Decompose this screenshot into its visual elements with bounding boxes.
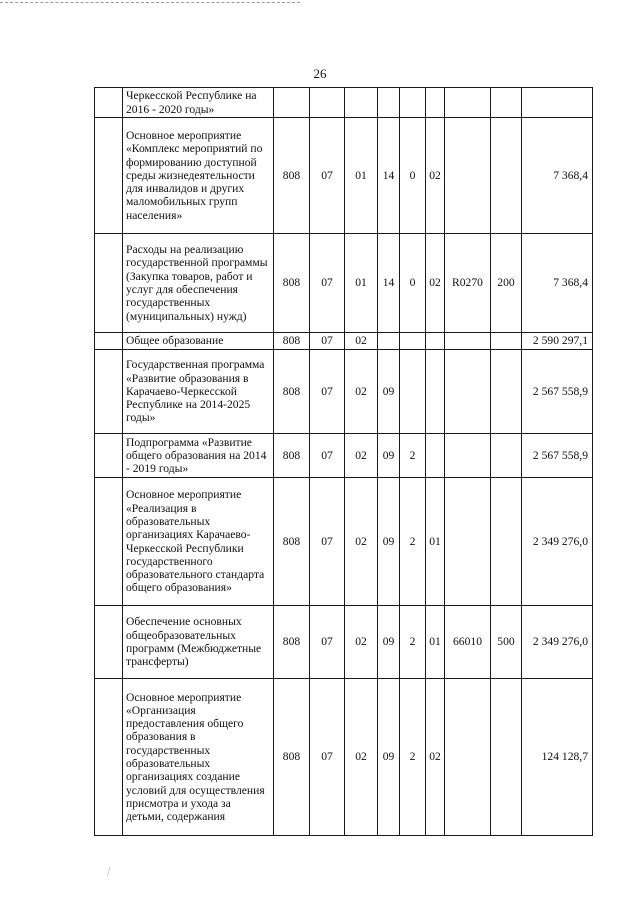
- expense-name: Черкесской Республике на 2016 - 2020 годы»: [123, 88, 274, 118]
- expense-type-code: [491, 88, 522, 118]
- program-code: 09: [378, 478, 400, 606]
- page-number: 26: [313, 66, 327, 81]
- subsection-code: 02: [345, 478, 378, 606]
- amount: 2 590 297,1: [522, 333, 593, 350]
- section-code: [310, 88, 345, 118]
- subsection-code: 02: [345, 350, 378, 434]
- section-code: 07: [310, 350, 345, 434]
- ministry-code: 808: [274, 333, 310, 350]
- budget-table: [94, 87, 593, 836]
- row-marker-cell: [95, 679, 123, 836]
- expense-type-code: 200: [491, 234, 522, 333]
- event-code: [426, 88, 445, 118]
- program-code: 09: [378, 606, 400, 679]
- event-code: 02: [426, 679, 445, 836]
- direction-code: [445, 333, 491, 350]
- scan-top-line: [0, 2, 300, 4]
- event-code: [426, 434, 445, 478]
- expense-type-code: [491, 679, 522, 836]
- amount: 7 368,4: [522, 118, 593, 234]
- row-marker-cell: [95, 234, 123, 333]
- subsection-code: 02: [345, 606, 378, 679]
- event-code: 01: [426, 606, 445, 679]
- direction-code: R0270: [445, 234, 491, 333]
- amount: 2 567 558,9: [522, 350, 593, 434]
- row-marker-cell: [95, 118, 123, 234]
- subsection-code: 02: [345, 434, 378, 478]
- amount: 2 349 276,0: [522, 606, 593, 679]
- subprogram-code: 2: [400, 606, 426, 679]
- expense-name: Основное мероприятие «Комплекс мероприятий по формированию доступной среды жизнедеятельности для инвалидов и других маломобильных групп населения»: [123, 118, 274, 234]
- event-code: [426, 333, 445, 350]
- subsection-code: 02: [345, 333, 378, 350]
- subprogram-code: 0: [400, 234, 426, 333]
- ministry-code: 808: [274, 679, 310, 836]
- direction-code: 66010: [445, 606, 491, 679]
- program-code: 09: [378, 350, 400, 434]
- expense-name: Подпрограмма «Развитие общего образования на 2014 - 2019 годы»: [123, 434, 274, 478]
- program-code: 09: [378, 434, 400, 478]
- subprogram-code: [400, 350, 426, 434]
- table-row: [95, 679, 593, 836]
- section-code: 07: [310, 234, 345, 333]
- amount: [522, 88, 593, 118]
- direction-code: [445, 88, 491, 118]
- expense-type-code: [491, 118, 522, 234]
- subprogram-code: 2: [400, 478, 426, 606]
- row-marker-cell: [95, 606, 123, 679]
- event-code: 01: [426, 478, 445, 606]
- expense-type-code: 500: [491, 606, 522, 679]
- ministry-code: [274, 88, 310, 118]
- direction-code: [445, 679, 491, 836]
- subsection-code: 02: [345, 679, 378, 836]
- direction-code: [445, 350, 491, 434]
- subsection-code: [345, 88, 378, 118]
- expense-name: Общее образование: [123, 333, 274, 350]
- table-row: [95, 333, 593, 350]
- program-code: 14: [378, 118, 400, 234]
- program-code: 09: [378, 679, 400, 836]
- ministry-code: 808: [274, 350, 310, 434]
- ministry-code: 808: [274, 434, 310, 478]
- section-code: 07: [310, 333, 345, 350]
- expense-type-code: [491, 478, 522, 606]
- table-row: [95, 478, 593, 606]
- scan-smudge: ⁄: [106, 866, 112, 878]
- row-marker-cell: [95, 434, 123, 478]
- event-code: [426, 350, 445, 434]
- ministry-code: 808: [274, 478, 310, 606]
- ministry-code: 808: [274, 234, 310, 333]
- subprogram-code: 2: [400, 434, 426, 478]
- subsection-code: 01: [345, 118, 378, 234]
- program-code: [378, 333, 400, 350]
- row-marker-cell: [95, 88, 123, 118]
- row-marker-cell: [95, 350, 123, 434]
- table-row: [95, 118, 593, 234]
- section-code: 07: [310, 478, 345, 606]
- expense-name: Расходы на реализацию государственной программы (Закупка товаров, работ и услуг для обеспечения государственных (муниципальных) нужд): [123, 234, 274, 333]
- subprogram-code: 0: [400, 118, 426, 234]
- expense-name: Основное мероприятие «Организация предоставления общего образования в государственных образовательных организациях создание условий для осуществления присмотра и ухода за детьми, содержания: [123, 679, 274, 836]
- expense-type-code: [491, 434, 522, 478]
- row-marker-cell: [95, 333, 123, 350]
- table-row: [95, 88, 593, 118]
- section-code: 07: [310, 606, 345, 679]
- row-marker-cell: [95, 478, 123, 606]
- table-row: [95, 234, 593, 333]
- subprogram-code: 2: [400, 679, 426, 836]
- expense-type-code: [491, 350, 522, 434]
- expense-type-code: [491, 333, 522, 350]
- section-code: 07: [310, 679, 345, 836]
- program-code: [378, 88, 400, 118]
- table-row: [95, 606, 593, 679]
- direction-code: [445, 478, 491, 606]
- subprogram-code: [400, 88, 426, 118]
- direction-code: [445, 118, 491, 234]
- amount: 124 128,7: [522, 679, 593, 836]
- amount: 7 368,4: [522, 234, 593, 333]
- amount: 2 567 558,9: [522, 434, 593, 478]
- event-code: 02: [426, 234, 445, 333]
- ministry-code: 808: [274, 606, 310, 679]
- section-code: 07: [310, 118, 345, 234]
- subsection-code: 01: [345, 234, 378, 333]
- section-code: 07: [310, 434, 345, 478]
- program-code: 14: [378, 234, 400, 333]
- direction-code: [445, 434, 491, 478]
- event-code: 02: [426, 118, 445, 234]
- expense-name: Обеспечение основных общеобразовательных программ (Межбюджетные трансферты): [123, 606, 274, 679]
- expense-name: Основное мероприятие «Реализация в образовательных организациях Карачаево-Черкесской Республики государственного образовательного стандарта общего образования»: [123, 478, 274, 606]
- table-row: [95, 434, 593, 478]
- ministry-code: 808: [274, 118, 310, 234]
- expense-name: Государственная программа «Развитие образования в Карачаево-Черкесской Республике на 2014-2025 годы»: [123, 350, 274, 434]
- subprogram-code: [400, 333, 426, 350]
- amount: 2 349 276,0: [522, 478, 593, 606]
- table-row: [95, 350, 593, 434]
